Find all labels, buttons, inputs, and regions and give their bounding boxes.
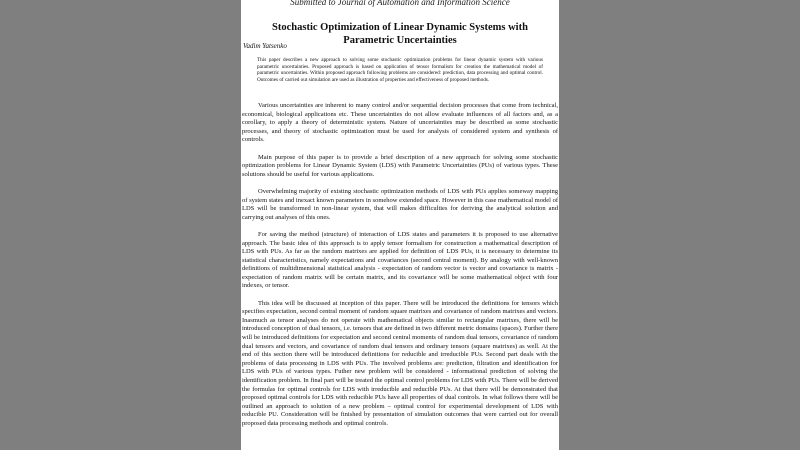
journal-header: Submitted to Journal of Automation and Information Science <box>290 0 510 7</box>
paper-page <box>241 0 559 450</box>
paragraph-2: Main purpose of this paper is to provide a brief description of a new approach for solving some stochastic optimization problems for Linear Dynamic System (LDS) with Parametric Uncertainties (PUs) of various types. These solutions should be useful for various applications. <box>242 153 558 178</box>
paragraph-3: Overwhelming majority of existing stochastic optimization methods of LDS with PUs applies someway mapping of system states and inexact known parameters in somehow extended space. However in this case mathematical model of LDS will be transformed in non-linear system, that will makes difficulties for deriving the analytical solution and carrying out analyses of this ones. <box>242 187 558 221</box>
paragraph-1: Various uncertainties are inherent to many control and/or sequential decision processes that come from technical, economical, biological applications etc. These uncertainties do not allow evaluate influences of all factors and, as a corollary, to apply a theory of deterministic system. Nature of uncertainties may be described as some stochastic processes, and theory of stochastic optimization must be used for analysis of considered system and synthesis of controls. <box>242 102 558 144</box>
paper-body <box>242 102 558 437</box>
paragraph-5: This idea will be discussed at inception of this paper. There will be introduced the definitions for tensors which specifies expectation, second central moment of random square matrixes and covariance of random matrixes and vectors. Inasmuch as tensor analyses do not operate with mathematical objects similar to rectangular matrixes, there will be introduced conception of dual tensors, i.e. tensors that are defined in two different metric domains (spaces). Further there will be introduced definitions for expectation and second central moments of random dual tensors, covariance of random dual tensors and vectors, and covariance of random dual tensors and ordinary tensors (square matrixes) as well. At the end of this section there will be introduced definitions for reducible and irreducible PUs. Second part deals with the problems of data processing in LDS with PUs. The involved problems are: prediction, filtration and identification for LDS with PUs of various types. Futher new problem will be considered - informational prediction of solving the identification problem. In final part will be treated the optimal control problems for LDS with PUs. There will be derived the formulas for optimal controls for LDS with irreducible and reducible PUs. At that there will be demonstrated that proposed optimal controls for LDS with reducible PUs have all properties of dual controls. In what follows there will be outlined an approach to solution of a new problem – optimal control for experimental development of LDS with reducible PU. Consideration will be finished by presentation of simulation outcomes that were carried out for overall proposed data processing methods and optimal controls. <box>242 299 558 427</box>
paper-title: Stochastic Optimization of Linear Dynamic Systems with Parametric Uncertainties <box>272 22 528 46</box>
author-name: Vadim Yatsenko <box>243 42 287 50</box>
abstract: This paper describes a new approach to solving some stochastic optimization problems for linear dynamic system with various parametric uncertainties. Proposed approach is based on application of tensor formalism for creation the mathematical model of parametric uncertainties. Within proposed approach following problems are considered: prediction, data processing and optimal control. Outcomes of carried out simulation are used as illustration of properties and effectiveness of proposed methods. <box>257 57 543 83</box>
paragraph-4: For saving the method (structure) of interaction of LDS states and parameters it is proposed to use alternative approach. The basic idea of this approach is to apply tensor formalism for construction a mathematical description of LDS with PUs. As far as the random matrixes are applied for definition of LDS PUs, it is necessary to determine its statistical characteristics, namely expectations and covariances (second central moment). By analogy with well-known definitions of multidimensional statistical analysis - expectation of random vector is vector and covariance is matrix - expectation of random matrix will be certain matrix, and its covariance will be some mathematical object with four indexes, or tensor. <box>242 230 558 290</box>
